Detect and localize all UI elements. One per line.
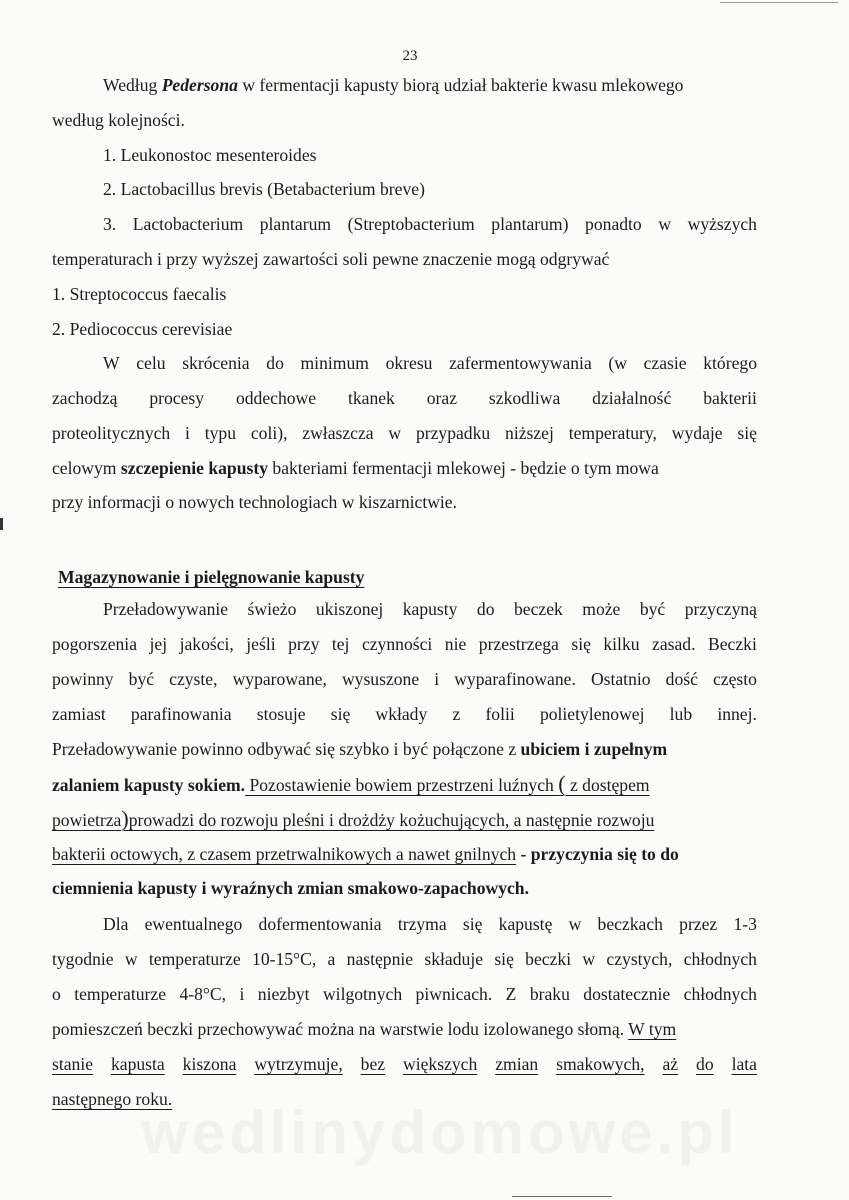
word: dofermentowania [258, 914, 382, 934]
word: Beczki [708, 634, 757, 654]
word: procesy [149, 388, 205, 408]
word: lata [731, 1054, 757, 1074]
word: Lactobacterium [132, 214, 244, 234]
paragraph-text: prowadzi do rozwoju pleśni i drożdży kożuchujących, a następnie rozwoju [128, 810, 655, 830]
list-item: 1. Leukonostoc mesenteroides [103, 145, 317, 165]
word: wytrzymuje, [254, 1054, 343, 1074]
word: zachodzą [52, 388, 118, 408]
word: niższej [505, 423, 554, 443]
paragraph-line [52, 948, 757, 970]
word: wkłady [375, 704, 428, 724]
word: o [52, 984, 61, 1004]
word: przestrzega [478, 634, 559, 654]
word: zasad. [652, 634, 696, 654]
scan-edge-line-bottom [512, 1196, 612, 1197]
word: plantarum [259, 214, 332, 234]
word: kiszona [182, 1054, 237, 1074]
word: i [239, 984, 245, 1004]
word: składuje [424, 949, 484, 969]
paragraph-line [52, 808, 654, 831]
paragraph-line [103, 352, 757, 374]
word: niezbyt [257, 984, 310, 1004]
word: się [571, 634, 591, 654]
word: czystych, [606, 949, 673, 969]
word: w [388, 423, 402, 443]
word: którego [703, 353, 757, 373]
paragraph-text: Pozostawienie bowiem przestrzeni luźnych [245, 775, 559, 795]
pen-bracket: ( [558, 771, 566, 796]
word: oraz [426, 388, 458, 408]
paragraph-line [52, 703, 757, 725]
intro-line-2: według kolejności. [52, 110, 185, 130]
word: dostatecznie [583, 984, 671, 1004]
intro-text: w fermentacji kapusty biorą udział bakterie kwasu mlekowego [237, 75, 684, 95]
paragraph-text: powietrza [52, 810, 122, 830]
word: czynności [361, 634, 433, 654]
paragraph-line: następnego roku. [52, 1089, 173, 1109]
paragraph-line [52, 983, 757, 1005]
word: polietylenowej [539, 704, 645, 724]
word: 3. [103, 214, 117, 234]
word: szkodliwa [488, 388, 561, 408]
word: bez [360, 1054, 386, 1074]
word: beczek [513, 599, 563, 619]
paragraph-text: Przeładowywanie powinno odbywać się szybko i być połączone z [52, 739, 521, 759]
word: czyste, [169, 669, 218, 689]
word: przyczyną [684, 599, 757, 619]
word: wyparafinowane. [454, 669, 576, 689]
word: często [712, 669, 757, 689]
word: następnie [346, 949, 414, 969]
word: piwnicach. [415, 984, 493, 1004]
watermark-text: wedlinydomowe.pl [141, 1099, 739, 1166]
paragraph-line [103, 913, 757, 935]
word: tygodnie [52, 949, 114, 969]
word: zmian [495, 1054, 539, 1074]
word: Ostatnio [590, 669, 651, 689]
word: być [639, 599, 666, 619]
word: i [185, 423, 190, 443]
word: zafermentowywania [449, 353, 592, 373]
author-name: Pedersona [161, 75, 238, 95]
bold-phrase: szczepienie kapusty [120, 458, 268, 478]
paragraph-line [52, 843, 679, 865]
word: zamiast [52, 704, 106, 724]
paragraph-line [52, 633, 757, 655]
word: Z [505, 984, 517, 1004]
word: jakości, [179, 634, 234, 654]
paragraph-line [52, 773, 650, 796]
pen-underlined-text: W tym [628, 1019, 677, 1039]
paragraph-text: bakteriami fermentacji mlekowej - będzie o tym mowa [268, 458, 659, 478]
word: się [737, 423, 757, 443]
word: tej [331, 634, 350, 654]
word: plantarum) [491, 214, 569, 234]
word: wyższych [687, 214, 757, 234]
word: jej [149, 634, 168, 654]
word: chłodnych [683, 984, 757, 1004]
pen-underlined-text: bakterii octowych, z czasem przetrwalnikowych a nawet gnilnych [52, 844, 517, 864]
word: w [582, 949, 596, 969]
word: może [582, 599, 621, 619]
word: i [434, 669, 440, 689]
word: jeśli [246, 634, 276, 654]
word: do [266, 353, 284, 373]
paragraph-line [52, 387, 757, 409]
word: innej. [717, 704, 757, 724]
word: do [476, 599, 495, 619]
paragraph-line [52, 1018, 676, 1040]
word: smakowych, [556, 1054, 645, 1074]
paragraph-line [52, 738, 667, 760]
word: beczkach [597, 914, 663, 934]
paragraph-line [52, 422, 757, 444]
word: w [658, 214, 672, 234]
word: się [494, 949, 514, 969]
word: (Streptobacterium [347, 214, 475, 234]
word: do [696, 1054, 714, 1074]
list-item: 1. Streptococcus faecalis [52, 284, 227, 304]
word: wydaje [671, 423, 723, 443]
bold-phrase: ubiciem i zupełnym [520, 739, 668, 759]
intro-text: Według [103, 75, 162, 95]
paragraph-text: z dostępem [565, 775, 650, 795]
word: zwłaszcza [302, 423, 374, 443]
word: skrócenia [182, 353, 250, 373]
paragraph-line [52, 1053, 757, 1075]
word: chłodnych [683, 949, 757, 969]
word: w [124, 949, 138, 969]
word: folii [485, 704, 515, 724]
word: powinny [52, 669, 114, 689]
intro-line-1 [103, 74, 683, 96]
word: działalność [592, 388, 672, 408]
word: większych [403, 1054, 478, 1074]
word: przypadku [415, 423, 491, 443]
word: Dla [103, 914, 129, 934]
word: parafinowania [130, 704, 232, 724]
word: wyparowane, [232, 669, 327, 689]
list-item: 2. Lactobacillus brevis (Betabacterium breve) [103, 179, 425, 199]
word: wilgotnych [322, 984, 403, 1004]
word: pogorszenia [52, 634, 138, 654]
list-item-continuation: temperaturach i przy wyższej zawartości soli pewne znaczenie mogą odgrywać [52, 249, 610, 269]
word: trzyma [397, 914, 447, 934]
list-item [103, 213, 757, 235]
word: temperatury, [568, 423, 657, 443]
paragraph-text: pomieszczeń beczki przechowywać można na warstwie lodu izolowanego słomą. [52, 1019, 629, 1039]
word: ponadto [585, 214, 642, 234]
bold-phrase: ciemnienia kapusty i wyraźnych zmian smakowo-zapachowych. [52, 878, 529, 898]
word: aż [662, 1054, 679, 1074]
word: się [330, 704, 351, 724]
word: Przeładowywanie [103, 599, 229, 619]
word: się [462, 914, 483, 934]
word: ukiszonej [315, 599, 384, 619]
word: typu [204, 423, 237, 443]
word: wysuszone [341, 669, 420, 689]
word: coli), [250, 423, 288, 443]
page-number: 23 [402, 48, 418, 64]
word: w [568, 914, 582, 934]
word: być [128, 669, 155, 689]
scan-edge-line-top [720, 2, 838, 3]
word: ewentualnego [144, 914, 243, 934]
word: a [327, 949, 336, 969]
word: tkanek [347, 388, 395, 408]
word: czasie [643, 353, 687, 373]
word: 1-3 [733, 914, 757, 934]
word: beczki [525, 949, 572, 969]
word: dość [665, 669, 698, 689]
word: przez [679, 914, 718, 934]
word: bakterii [703, 388, 757, 408]
word: świeżo [247, 599, 297, 619]
pen-underlined-text [245, 771, 650, 796]
word: 4-8°C, [179, 984, 227, 1004]
word: lub [669, 704, 693, 724]
word: nie [444, 634, 467, 654]
word: minimum [300, 353, 369, 373]
paragraph-line [52, 668, 757, 690]
paragraph-line [52, 457, 659, 479]
word: przy [288, 634, 320, 654]
word: (w [608, 353, 627, 373]
word: proteolitycznych [52, 423, 171, 443]
paragraph-line [52, 877, 529, 899]
word: 10-15°C, [252, 949, 317, 969]
list-item: 2. Pediococcus cerevisiae [52, 319, 233, 339]
word: okresu [385, 353, 433, 373]
word: kapusta [110, 1054, 165, 1074]
pen-bracket: ) [121, 806, 129, 831]
word: temperaturze [74, 984, 167, 1004]
word: W [103, 353, 120, 373]
scan-margin-mark [0, 518, 3, 530]
section-heading: Magazynowanie i pielęgnowanie kapusty [58, 567, 365, 587]
word: celu [136, 353, 166, 373]
word: kapusty [402, 599, 458, 619]
word: stanie [52, 1054, 94, 1074]
paragraph-line: przy informacji o nowych technologiach w kiszarnictwie. [52, 492, 458, 512]
paragraph-line [103, 598, 757, 620]
bold-phrase: zalaniem kapusty sokiem. [52, 775, 246, 795]
word: z [452, 704, 461, 724]
word: temperaturze [148, 949, 241, 969]
word: stosuje [256, 704, 306, 724]
word: kilku [603, 634, 640, 654]
bold-phrase: - przyczynia się to do [516, 844, 679, 864]
word: braku [529, 984, 570, 1004]
word: kapustę [498, 914, 553, 934]
paragraph-text: celowym [52, 458, 121, 478]
word: oddechowe [235, 388, 317, 408]
